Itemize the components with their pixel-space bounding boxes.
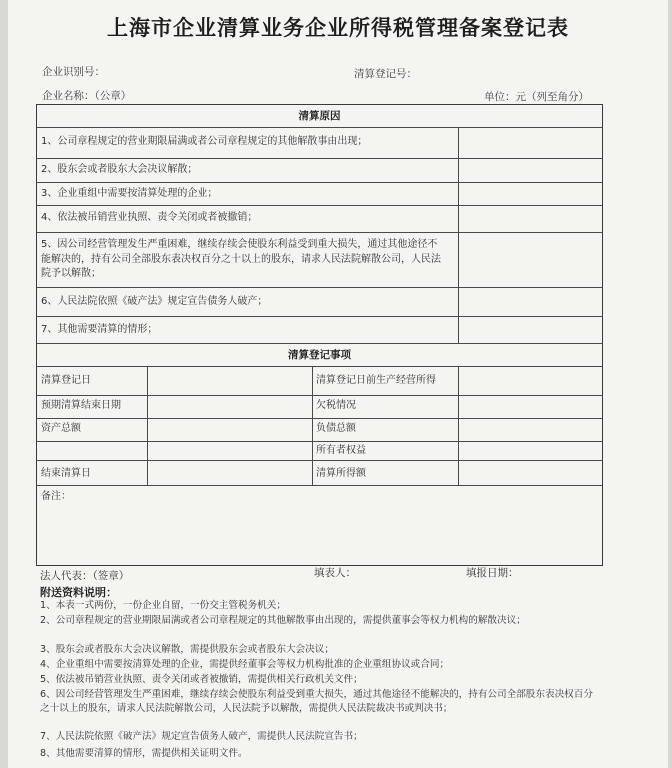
reason-item: 6、人民法院依照《破产法》规定宣告债务人破产； [41,296,268,307]
reg-right-label: 清算所得额 [316,468,366,479]
reasons-header: 清算原因 [298,110,341,122]
notes-title: 附送资料说明： [40,586,117,599]
note-item: 8、其他需要清算的情形，需提供相关证明文件。 [40,748,248,759]
reg-right-label: 所有者权益 [316,445,366,456]
reg-left-label: 清算登记日 [41,375,91,386]
reason-item: 1、公司章程规定的营业期限届满或者公司章程规定的其他解散事由出现； [41,136,368,147]
legal-rep-label: 法人代表：（签章） [40,570,130,582]
reason-item: 7、其他需要清算的情形； [41,324,158,335]
note-item: 1、本表一式两份，一份企业自留，一份交主管税务机关； [40,600,286,611]
note-item: 3、股东会或者股东大会决议解散，需提供股东会或者股东大会决议； [40,644,334,655]
reason-item: 5、因公司经营管理发生严重困难，继续存续会使股东利益受到重大损失，通过其他途径不能解决的，持有公司全部股东表决权百分之十以上的股东，请求人民法院解散公司，人民法院予以解散； [41,239,441,279]
reg-left-label: 结束清算日 [41,468,91,479]
note-item: 6、因公司经营管理发生严重困难，继续存续会使股东利益受到重大损失，通过其他途径不能解决的，持有公司全部股东表决权百分之十以上的股东，请求人民法院解散公司，人民法院予以解散，需提供人民法院裁决书或判决书； [40,689,593,714]
note-item: 2、公司章程规定的营业期限届满或者公司章程规定的其他解散事由出现的，需提供董事会等权力机构的解散决议； [40,615,526,626]
reg-right-label: 清算登记日前生产经营所得 [316,375,436,386]
note-item: 7、人民法院依照《破产法》规定宣告债务人破产，需提供人民法院宣告书； [40,731,363,742]
reason-item: 3、企业重组中需要按清算处理的企业； [41,188,218,199]
note-item: 5、依法被吊销营业执照、责令关闭或者被撤销，需提供相关行政机关文件； [40,674,363,685]
form-sheet [8,0,668,768]
clearing-reg-no-label: 清算登记号： [354,68,417,80]
remarks-label: 备注： [41,491,71,502]
company-name-label: 企业名称：（公章） [42,90,132,102]
reason-item: 2、股东会或者股东大会决议解散； [41,164,198,175]
reg-left-label: 预期清算结束日期 [41,400,121,411]
form-title: 上海市企业清算业务企业所得税管理备案登记表 [107,16,569,40]
taxpayer-id-label: 企业识别号： [42,66,105,78]
reg-left-label: 资产总额 [41,423,81,434]
date-label: 填报日期： [466,567,519,579]
reg-right-label: 欠税情况 [316,400,356,411]
filing-table [36,104,603,566]
registration-header: 清算登记事项 [288,349,351,361]
unit-label: 单位：元（列至角分） [484,91,589,103]
reg-right-label: 负债总额 [316,423,356,434]
note-item: 4、企业重组中需要按清算处理的企业，需提供经董事会等权力机构批准的企业重组协议或合同； [40,659,450,670]
reason-item: 4、依法被吊销营业执照、责令关闭或者被撤销； [41,212,258,223]
filler-label: 填表人： [314,567,356,579]
